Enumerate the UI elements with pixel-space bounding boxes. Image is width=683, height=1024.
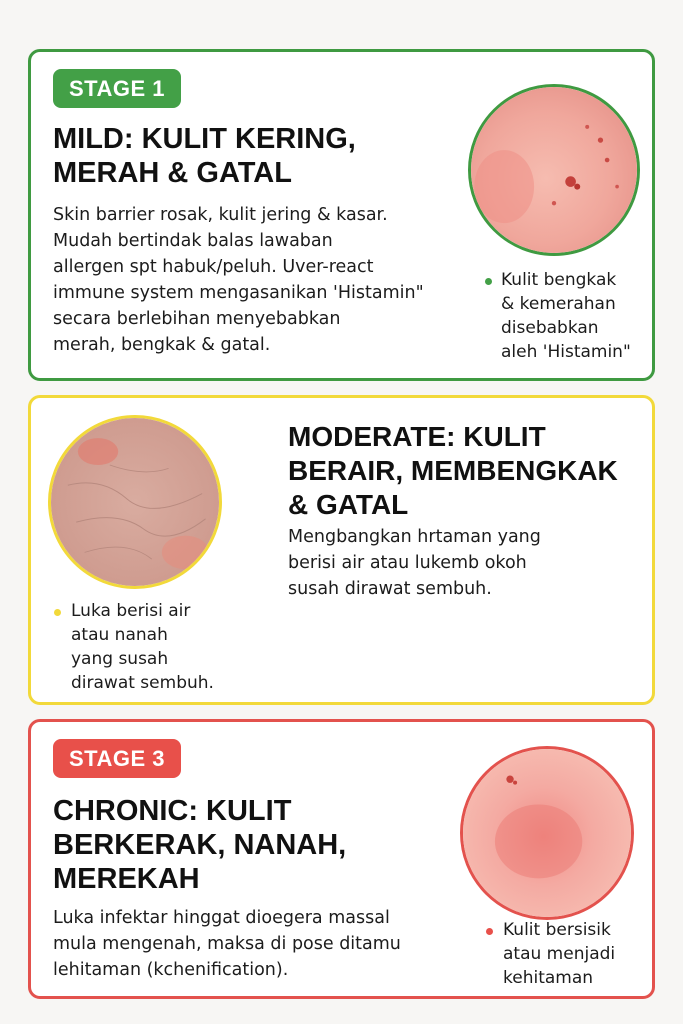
stage-1-bullet-text: Kulit bengkak & kemerahan disebabkan aleh 'Histamin" bbox=[501, 270, 631, 362]
stage-3-bullet-text: Kulit bersisik atau menjadi kehitaman bbox=[503, 920, 616, 988]
stage-3-title: CHRONIC: KULIT BERKERAK, NANAH, MEREKAH bbox=[53, 795, 347, 895]
stage-2-description: Mengbangkan hrtaman yang berisi air atau lukemb okoh susah dirawat sembuh. bbox=[288, 527, 541, 599]
stage-1-bullet-dot bbox=[485, 278, 492, 285]
stage-2-bullet-text: Luka berisi air atau nanah yang susah dirawat sembuh. bbox=[71, 601, 214, 693]
stage-1-title: MILD: KULIT KERING, MERAH & GATAL bbox=[53, 123, 356, 189]
moderate-eczema-skin-photo-icon bbox=[48, 415, 222, 589]
stage-1-description: Skin barrier rosak, kulit jering & kasar. Mudah bertindak balas lawaban allergen spt habuk/peluh. Uver-react immune system mengasanikan 'Histamin" secara berlebihan menyebabkan merah, bengkak & gatal. bbox=[53, 205, 424, 355]
chronic-eczema-skin-photo-icon bbox=[460, 746, 634, 920]
stage-2-title: MODERATE: KULIT BERAIR, MEMBENGKAK & GATAL bbox=[288, 421, 618, 520]
stage-3-badge: STAGE 3 bbox=[53, 739, 181, 778]
stage-3-bullet-dot bbox=[486, 928, 493, 935]
mild-eczema-skin-photo-icon bbox=[468, 84, 640, 256]
stage-3-card bbox=[28, 719, 655, 999]
stage-1-badge: STAGE 1 bbox=[53, 69, 181, 108]
stage-1-card bbox=[28, 49, 655, 381]
stage-2-bullet-dot bbox=[54, 609, 61, 616]
stage-2-card bbox=[28, 395, 655, 705]
stage-3-description: Luka infektar hinggat dioegera massal mula mengenah, maksa di pose ditamu lehitaman (kchenification). bbox=[53, 908, 401, 980]
